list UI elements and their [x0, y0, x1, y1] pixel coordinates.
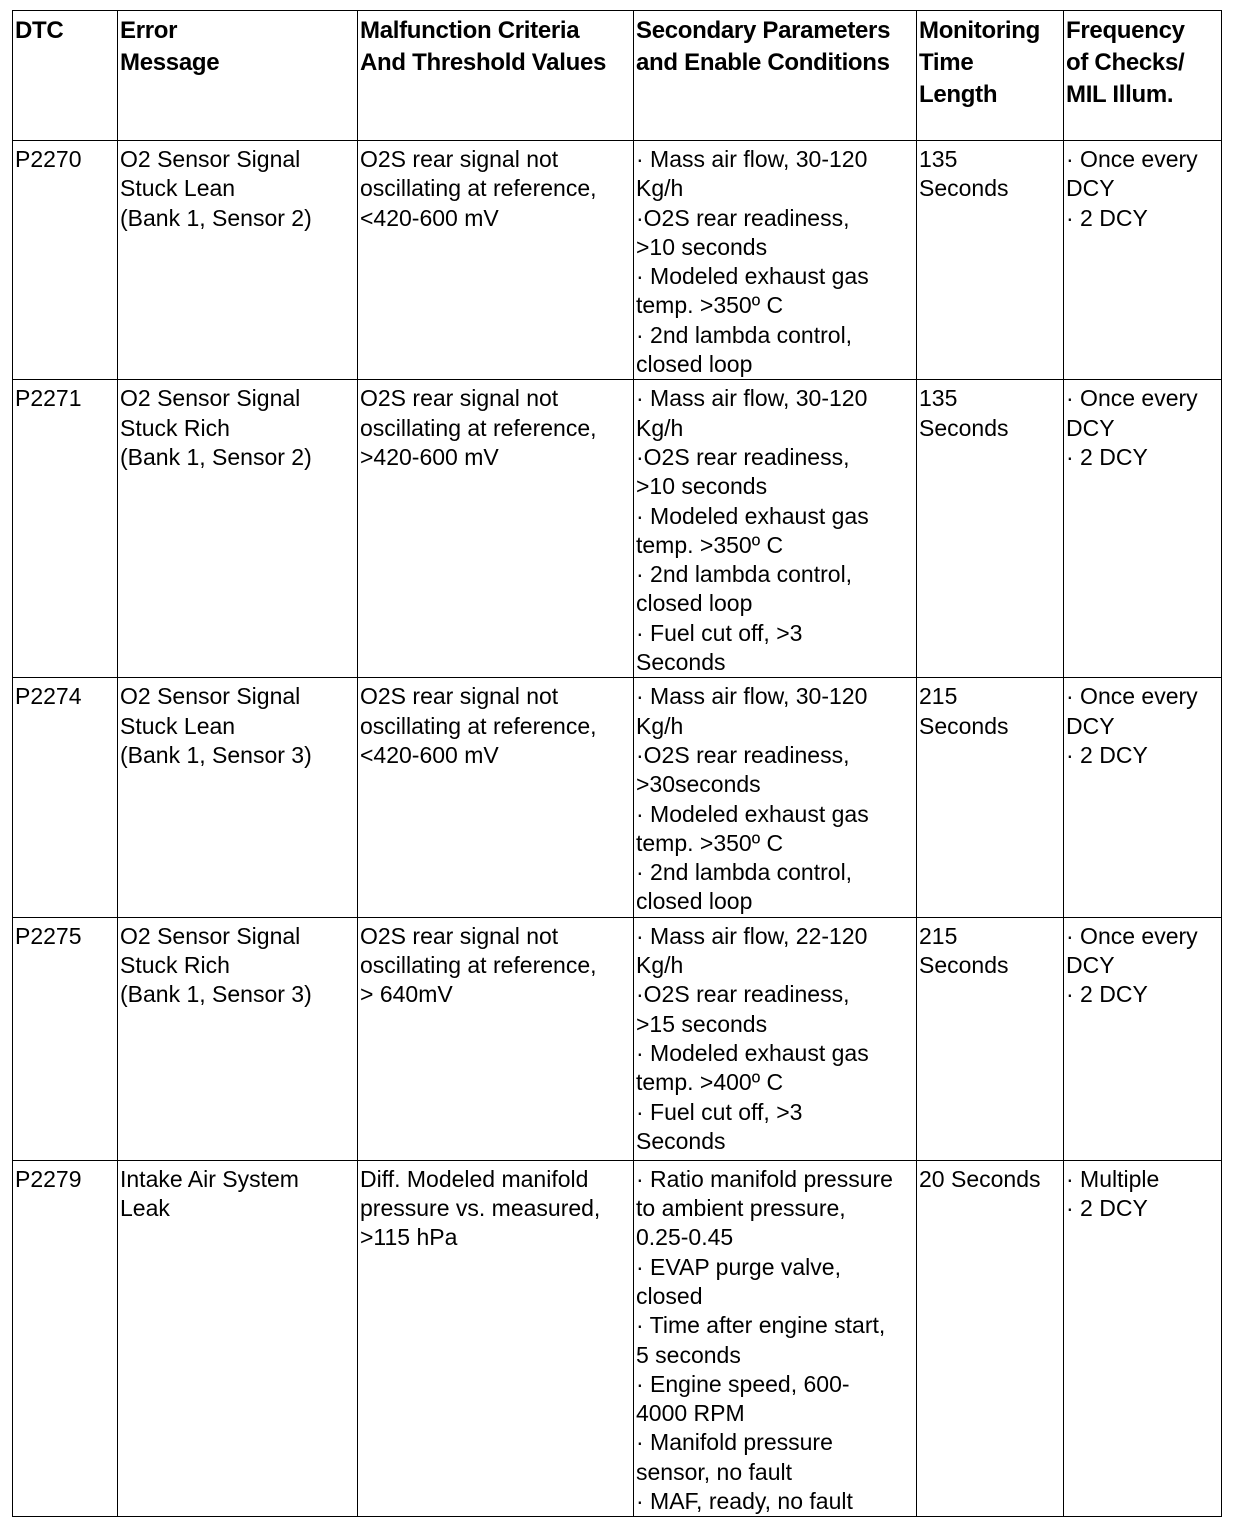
header-line: Length [919, 81, 998, 108]
header-line: Message [120, 49, 220, 76]
cell-line: <420-600 mV [360, 204, 499, 231]
cell-line: · EVAP purge valve, [636, 1253, 841, 1280]
header-line: Secondary Parameters [636, 17, 891, 44]
cell-line: · Multiple [1066, 1165, 1160, 1192]
secondary-parameters-cell [634, 1160, 917, 1517]
cell-line: Seconds [919, 414, 1009, 441]
cell-line: 135 [919, 385, 958, 412]
header-dtc [13, 11, 118, 141]
error-message-cell [118, 678, 358, 917]
cell-line: O2S rear signal not [360, 683, 559, 710]
cell-line: to ambient pressure, [636, 1195, 846, 1222]
error-message-cell [118, 380, 358, 678]
cell-line: Kg/h [636, 712, 684, 739]
header-line: of Checks/ [1066, 49, 1185, 76]
cell-line: · 2 DCY [1066, 443, 1148, 470]
secondary-parameters-cell [634, 380, 917, 678]
header-line: MIL Illum. [1066, 81, 1174, 108]
secondary-parameters-cell [634, 917, 917, 1160]
header-frequency [1064, 11, 1222, 141]
cell-line: <420-600 mV [360, 741, 499, 768]
cell-line: oscillating at reference, [360, 712, 597, 739]
monitoring-time-cell [917, 380, 1064, 678]
cell-line: · Modeled exhaust gas [636, 263, 869, 290]
cell-line: O2 Sensor Signal [120, 146, 301, 172]
cell-line: P2274 [15, 683, 82, 710]
header-row [13, 11, 1222, 141]
cell-line: P2275 [15, 922, 82, 949]
error-message-cell [118, 141, 358, 380]
cell-line: Stuck Lean [120, 175, 236, 202]
cell-line: >15 seconds [636, 1010, 768, 1037]
header-line: Error [120, 17, 178, 44]
cell-line: closed [636, 1282, 703, 1309]
cell-line: Leak [120, 1195, 170, 1222]
cell-line: 20 Seconds [919, 1165, 1041, 1192]
header-line: Monitoring [919, 17, 1040, 44]
header-monitoring-time [917, 11, 1064, 141]
cell-line: O2 Sensor Signal [120, 922, 301, 949]
cell-line: O2S rear signal not [360, 385, 559, 412]
malfunction-criteria-cell [358, 141, 634, 380]
frequency-cell [1064, 141, 1222, 380]
cell-line: · MAF, ready, no fault [636, 1487, 853, 1514]
cell-line: 215 [919, 922, 958, 949]
cell-line: ·O2S rear readiness, [636, 204, 850, 231]
cell-line: Kg/h [636, 414, 684, 441]
monitoring-time-cell [917, 917, 1064, 1160]
header-error-message [118, 11, 358, 141]
cell-line: (Bank 1, Sensor 3) [120, 981, 312, 1008]
header-line: Time [919, 49, 974, 76]
malfunction-criteria-cell [358, 917, 634, 1160]
cell-line: O2S rear signal not [360, 146, 559, 172]
cell-line: · Once every [1066, 385, 1198, 412]
cell-line: temp. >400º C [636, 1069, 784, 1096]
cell-line: 4000 RPM [636, 1400, 745, 1427]
cell-line: · 2 DCY [1066, 1195, 1148, 1222]
cell-line: · 2 DCY [1066, 204, 1148, 231]
cell-line: · Once every [1066, 922, 1198, 949]
cell-line: P2271 [15, 385, 82, 412]
header-line: Frequency [1066, 17, 1185, 44]
cell-line: Seconds [636, 1127, 726, 1154]
cell-line: · Mass air flow, 30-120 [636, 683, 868, 710]
cell-line: >30seconds [636, 771, 761, 798]
cell-line: · Engine speed, 600- [636, 1370, 850, 1397]
error-message-cell [118, 917, 358, 1160]
cell-line: temp. >350º C [636, 531, 784, 558]
header-line: DTC [15, 17, 64, 44]
header-line: And Threshold Values [360, 49, 607, 76]
secondary-parameters-cell [634, 141, 917, 380]
cell-line: O2S rear signal not [360, 922, 559, 949]
monitoring-time-cell [917, 678, 1064, 917]
cell-line: Diff. Modeled manifold [360, 1165, 589, 1192]
cell-line: Seconds [919, 175, 1009, 202]
cell-line: · Manifold pressure [636, 1429, 833, 1456]
table-body [13, 141, 1222, 1517]
monitoring-time-cell [917, 1160, 1064, 1517]
header-line: Malfunction Criteria [360, 17, 580, 44]
cell-line: 5 seconds [636, 1341, 741, 1368]
frequency-cell [1064, 678, 1222, 917]
cell-line: Stuck Rich [120, 952, 230, 979]
table-row [13, 380, 1222, 678]
cell-line: >10 seconds [636, 233, 768, 260]
table-row [13, 141, 1222, 380]
cell-line: · Fuel cut off, >3 [636, 619, 803, 646]
cell-line: Kg/h [636, 175, 684, 202]
header-line: and Enable Conditions [636, 49, 890, 76]
table-row [13, 1160, 1222, 1517]
malfunction-criteria-cell [358, 678, 634, 917]
cell-line: > 640mV [360, 981, 453, 1008]
cell-line: · 2nd lambda control, [636, 561, 853, 588]
malfunction-criteria-cell [358, 380, 634, 678]
cell-line: sensor, no fault [636, 1458, 792, 1485]
cell-line: closed loop [636, 351, 753, 378]
cell-line: (Bank 1, Sensor 3) [120, 741, 312, 768]
dtc-cell [13, 141, 118, 380]
cell-line: O2 Sensor Signal [120, 683, 301, 710]
header-secondary-parameters [634, 11, 917, 141]
cell-line: Seconds [919, 952, 1009, 979]
cell-line: · 2nd lambda control, [636, 321, 853, 348]
dtc-cell [13, 380, 118, 678]
cell-line: Seconds [919, 712, 1009, 739]
cell-line: · Modeled exhaust gas [636, 502, 869, 529]
dtc-cell [13, 1160, 118, 1517]
cell-line: Kg/h [636, 952, 684, 979]
cell-line: P2270 [15, 146, 82, 172]
cell-line: oscillating at reference, [360, 952, 597, 979]
cell-line: · Modeled exhaust gas [636, 1039, 869, 1066]
dtc-cell [13, 678, 118, 917]
cell-line: oscillating at reference, [360, 414, 597, 441]
cell-line: 135 [919, 146, 958, 172]
cell-line: (Bank 1, Sensor 2) [120, 204, 312, 231]
table-row [13, 917, 1222, 1160]
cell-line: pressure vs. measured, [360, 1195, 601, 1222]
monitoring-time-cell [917, 141, 1064, 380]
dtc-cell [13, 917, 118, 1160]
cell-line: · 2nd lambda control, [636, 859, 853, 886]
frequency-cell [1064, 1160, 1222, 1517]
cell-line: · Time after engine start, [636, 1312, 886, 1339]
cell-line: · 2 DCY [1066, 981, 1148, 1008]
cell-line: · Fuel cut off, >3 [636, 1098, 803, 1125]
error-message-cell [118, 1160, 358, 1517]
cell-line: · 2 DCY [1066, 741, 1148, 768]
cell-line: · Modeled exhaust gas [636, 800, 869, 827]
cell-line: temp. >350º C [636, 829, 784, 856]
cell-line: DCY [1066, 175, 1115, 202]
cell-line: Stuck Lean [120, 712, 236, 739]
cell-line: · Mass air flow, 30-120 [636, 146, 868, 172]
cell-line: · Ratio manifold pressure [636, 1165, 893, 1192]
cell-line: oscillating at reference, [360, 175, 597, 202]
frequency-cell [1064, 380, 1222, 678]
cell-line: temp. >350º C [636, 292, 784, 319]
cell-line: Stuck Rich [120, 414, 230, 441]
cell-line: · Once every [1066, 683, 1198, 710]
cell-line: · Mass air flow, 30-120 [636, 385, 868, 412]
cell-line: closed loop [636, 888, 753, 915]
frequency-cell [1064, 917, 1222, 1160]
cell-line: · Once every [1066, 146, 1198, 172]
cell-line: closed loop [636, 590, 753, 617]
cell-line: DCY [1066, 712, 1115, 739]
dtc-table [12, 10, 1222, 1517]
cell-line: ·O2S rear readiness, [636, 981, 850, 1008]
header-malfunction-criteria [358, 11, 634, 141]
cell-line: (Bank 1, Sensor 2) [120, 443, 312, 470]
malfunction-criteria-cell [358, 1160, 634, 1517]
cell-line: O2 Sensor Signal [120, 385, 301, 412]
cell-line: DCY [1066, 414, 1115, 441]
cell-line: >420-600 mV [360, 443, 499, 470]
cell-line: 0.25-0.45 [636, 1224, 734, 1251]
table-row [13, 678, 1222, 917]
cell-line: >10 seconds [636, 473, 768, 500]
cell-line: DCY [1066, 952, 1115, 979]
cell-line: >115 hPa [360, 1224, 458, 1251]
cell-line: Seconds [636, 649, 726, 676]
secondary-parameters-cell [634, 678, 917, 917]
cell-line: ·O2S rear readiness, [636, 741, 850, 768]
cell-line: ·O2S rear readiness, [636, 443, 850, 470]
cell-line: 215 [919, 683, 958, 710]
cell-line: Intake Air System [120, 1165, 299, 1192]
cell-line: P2279 [15, 1165, 82, 1192]
cell-line: · Mass air flow, 22-120 [636, 922, 868, 949]
